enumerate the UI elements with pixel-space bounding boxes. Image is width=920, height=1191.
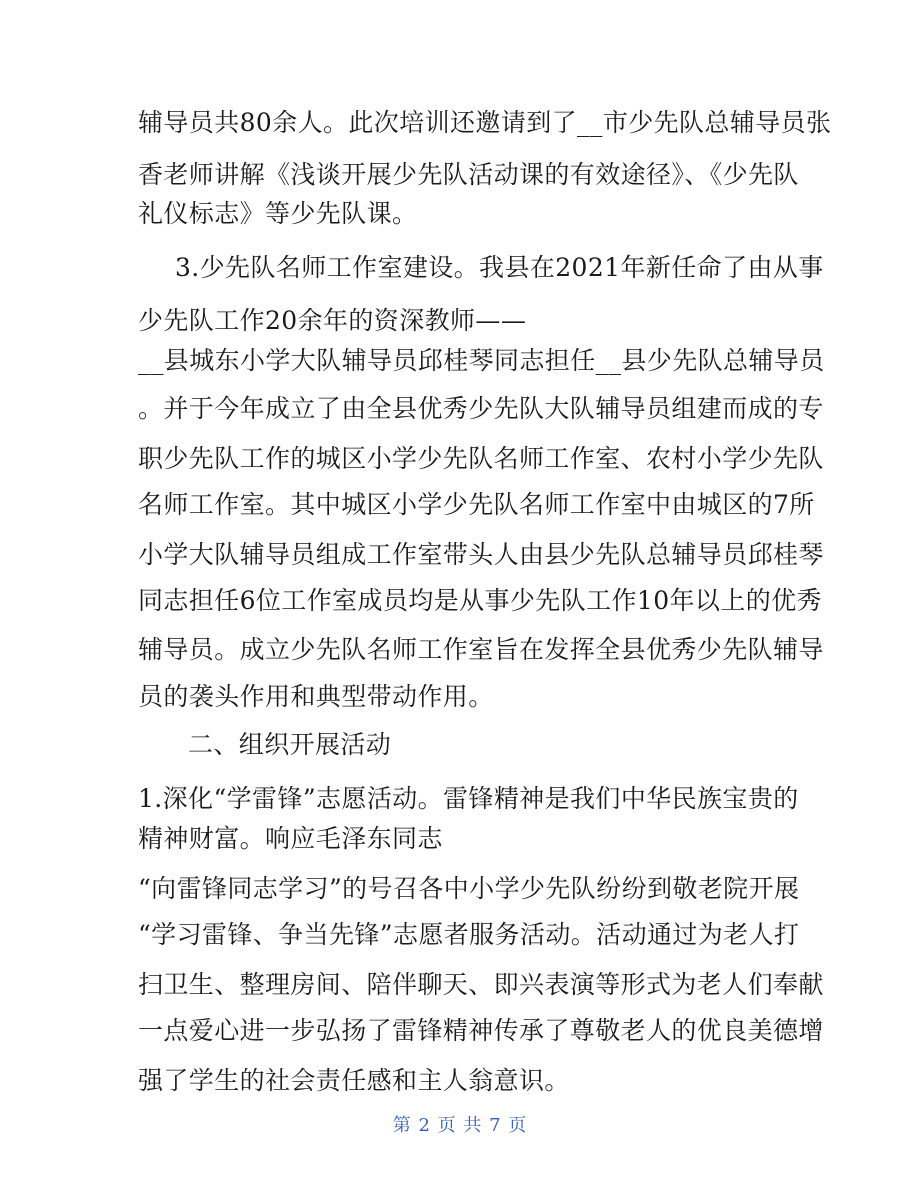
body-line-21: 强了学生的社会责任感和主人翁意识。 [138,1066,570,1095]
body-line-11: 同志担任6位工作室成员均是从事少先队工作10年以上的优秀 [138,586,822,615]
body-line-19: 扫卫生、整理房间、陪伴聊天、即兴表演等形式为老人们奉献 [138,970,824,999]
body-line-2: 香老师讲解《浅谈开展少先队活动课的有效途径》、《少先队 [138,160,799,189]
body-line-10: 小学大队辅导员组成工作室带头人由县少先队总辅导员邱桂琴 [138,540,824,569]
body-line-6: __县城东小学大队辅导员邱桂琴同志担任__县少先队总辅导员 [138,346,825,375]
section-heading: 二、组织开展活动 [188,730,392,759]
body-line-1: 辅导员共80余人。此次培训还邀请到了__市少先队总辅导员张 [138,108,832,137]
body-line-16: 精神财富。响应毛泽东同志 [138,824,443,853]
body-line-12: 辅导员。成立少先队名师工作室旨在发挥全县优秀少先队辅导 [138,635,824,664]
page-number-footer: 第 2 页 共 7 页 [392,1115,528,1136]
body-line-9: 名师工作室。其中城区小学少先队名师工作室中由城区的7所 [138,490,815,519]
body-line-20: 一点爱心进一步弘扬了雷锋精神传承了尊敬老人的优良美德增 [138,1016,824,1045]
body-line-4: 3.少先队名师工作室建设。我县在2021年新任命了由从事 [175,253,824,282]
body-line-3: 礼仪标志》等少先队课。 [138,199,418,228]
body-line-18: “学习雷锋、争当先锋”志愿者服务活动。活动通过为老人打 [138,920,800,949]
body-line-8: 职少先队工作的城区小学少先队名师工作室、农村小学少先队 [138,444,824,473]
body-line-13: 员的袭头作用和典型带动作用。 [138,682,494,711]
body-line-17: “向雷锋同志学习”的号召各中小学少先队纷纷到敬老院开展 [138,874,800,903]
body-line-5: 少先队工作20余年的资深教师—— [138,306,527,335]
body-line-15: 1.深化“学雷锋”志愿活动。雷锋精神是我们中华民族宝贵的 [138,784,799,813]
body-line-7: 。并于今年成立了由全县优秀少先队大队辅导员组建而成的专 [138,394,824,423]
